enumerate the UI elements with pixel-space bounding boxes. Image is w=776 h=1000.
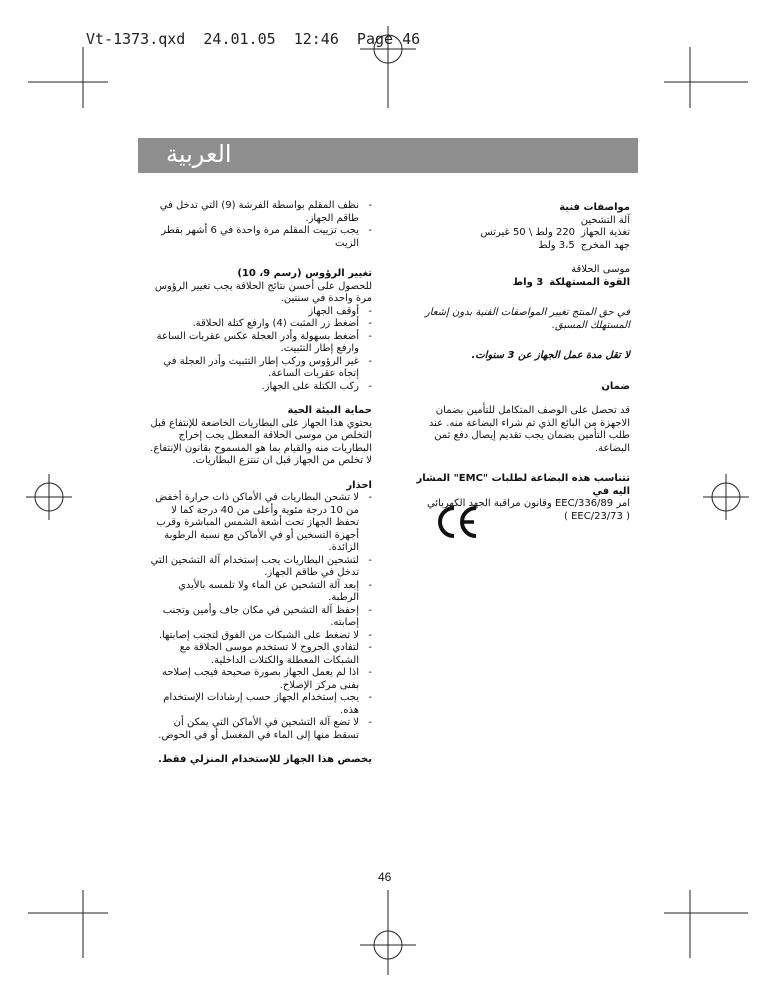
list-item: - أضغط بسهولة وأدر العجلة عكس عقربات الساعة وارفع إطار التثبيت. — [150, 331, 372, 356]
list-item: - لا تضغط على الشبكات من الفوق لتجنب إصابتها. — [150, 630, 372, 643]
list-item: - اذا لم يعمل الجهاز بصورة صحيحة فيجب إصلاحه بفنى مركز الإصلاح. — [150, 667, 372, 692]
ce-mark-logo — [434, 504, 482, 540]
list-item: - إبعد آلة التشحين عن الماء ولا تلمسه بالأيدي الرطبة. — [150, 580, 372, 605]
heads-section-title: تغيير الرؤوس (رسم 9، 10) — [237, 268, 372, 279]
right-column — [410, 202, 630, 523]
environment-text: يحتوي هذا الجهاز على البطاريات الخاضعة للإنتفاع قبل التخلص من موسى الحلاقة المعطل يجب إخراج البطاريات منه والقيام بما هو المسموح بقانون الإنتفاع. لا تخلص من الجهاز قبل ان تنتزع البطاريات. — [150, 417, 372, 466]
list-item: - لا تضع آلة التشحين في الأماكن التي يمكن أن تسقط منها إلى الماء في المغسل أو في الحوض. — [150, 717, 372, 742]
warranty-title: ضمان — [601, 380, 630, 392]
heads-intro: للحصول على أحسن نتائج الحلاقة يجب تغيير الرؤوس مرة واحدة في سنتين. — [154, 280, 372, 304]
service-life-note: لا تقل مدة عمل الجهاز عن 3 سنوات. — [471, 350, 630, 361]
specs-title: مواصفات فنية — [559, 202, 630, 213]
list-item: - أضغط زر المثبت (4) وارفع كتلة الحلاقة. — [150, 318, 372, 331]
power-label: تغذية الجهاز — [581, 227, 630, 238]
list-item: - لتفادي الجروح لا تستخدم موسى الحلاقة مع الشبكات المعطلة والكتلات الداخلية. — [150, 642, 372, 667]
output-row — [410, 240, 630, 253]
warranty-text: قد تحصل على الوصف المتكامل للتأمين بضمان الاجهزة من البائع الذي تم شراء البضاعة منه. عند طلب التأمين بضمان يجب تقديم إيصال دفع ثمن البضاعة. — [428, 405, 630, 454]
household-use-note: يخصص هذا الجهاز للإستخدام المنزلي فقط. — [158, 754, 372, 765]
language-header — [138, 138, 638, 173]
list-item: - لا تشحن البطاريات في الأماكن ذات حرارة أخفض من 10 درجة مئوية وأعلى من 40 درجة كما لا تحفظ الجهاز تحت أشعة الشمس المباشرة وقرب أجهزة التسخين أو في الأماكن مع نسبة الرطوبة الزائدة. — [150, 492, 372, 555]
output-label: جهد المخرج — [580, 239, 630, 251]
shaver-label: موسى الحلاقة — [571, 264, 630, 275]
left-column — [150, 200, 372, 767]
emc-line-1: تتناسب هذه البضاعة لطلبات "EMC" المشار اليه في — [416, 473, 630, 497]
list-item: - لتشحين البطاريات يجب إستخدام آلة التشحين التي تدخل في طاقم الجهاز. — [150, 555, 372, 580]
list-item: - يجب إستخدام الجهاز حسب إرشادات الإستخدام هذه. — [150, 692, 372, 717]
consumption-label: القوة المستهلكة — [549, 276, 630, 288]
list-item: - إحفظ آلة التشحين في مكان جاف وأمين وتجنب إصابته. — [150, 605, 372, 630]
rights-note: في حق المنتج تغيير المواصفات الفنية بدون إشعار المستهلك المسبق. — [424, 307, 630, 331]
list-item: - نظف المقلم بواسطة الفرشة (9) التي تدخل في طاقم الجهاز. — [150, 200, 372, 225]
warnings-list — [150, 492, 372, 742]
warnings-section-title: احذار — [346, 479, 372, 491]
emc-line-2: امر EEC/336/89 وقانون مراقبة الجهد الكهربائي — [426, 498, 630, 509]
list-item: - غير الرؤوس وركب إطار التثبيت وأدر العجلة في إتجاه عقربات الساعة. — [150, 356, 372, 381]
consumption-row — [410, 277, 630, 290]
charger-label: آلة التشحين — [580, 214, 630, 226]
page-number: 46 — [378, 870, 392, 884]
power-row — [410, 227, 630, 240]
power-value: 220 ولط \ 50 غيرتس — [480, 227, 576, 238]
list-item: - يجب تزييت المقلم مرة واحدة في 6 أشهر بقطر الزيت — [150, 225, 372, 250]
cleaning-list — [150, 200, 372, 250]
printer-slug: Vt-1373.qxd 24.01.05 12:46 Page 46 — [86, 30, 421, 48]
language-label: العربية — [166, 140, 232, 168]
list-item: - ركب الكتلة على الجهاز. — [150, 381, 372, 394]
list-item: - أوقف الجهاز — [150, 306, 372, 319]
consumption-value: 3 واط — [512, 276, 544, 288]
environment-section-title: حماية البيئة الحية — [287, 405, 372, 416]
emc-line-3: ( EEC/23/73 ) — [564, 510, 630, 522]
heads-steps-list — [150, 306, 372, 394]
output-value: 3،5 ولط — [538, 239, 575, 251]
